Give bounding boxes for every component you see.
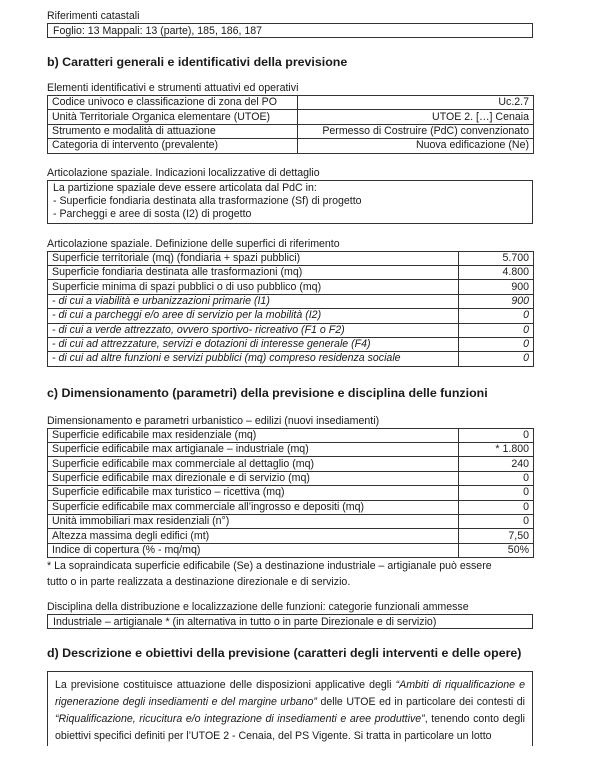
superfici-row xyxy=(48,309,534,323)
dimensionamento-row-label: Altezza massima degli edifici (mt) xyxy=(48,529,459,543)
elementi-row-value: Permesso di Costruire (PdC) convenzionato xyxy=(298,124,534,138)
dimensionamento-row-value: 0 xyxy=(459,428,534,442)
footnote-line: tutto o in parte realizzata a destinazione direzionale e di servizio. xyxy=(47,576,351,589)
dimensionamento-row xyxy=(48,471,534,485)
document-page xyxy=(47,10,533,746)
elementi-row-label: Strumento e modalità di attuazione xyxy=(48,124,298,138)
dimensionamento-row-label: Indice di copertura (% - mq/mq) xyxy=(48,543,459,557)
descrizione-text: La previsione costituisce attuazione delle disposizioni applicative degli xyxy=(55,679,396,692)
descrizione-quote: “Riqualificazione, ricucitura e/o integrazione di insediamenti e aree produttive” xyxy=(55,713,425,726)
descrizione-text: delle UTOE ed in particolare dei contesti di xyxy=(316,696,526,709)
superfici-row-value: 4.800 xyxy=(459,265,534,279)
superfici-row-value: 0 xyxy=(459,323,534,337)
riferimenti-catastali-box: Foglio: 13 Mappali: 13 (parte), 185, 186, 187 xyxy=(47,23,533,38)
articolazione-caption: Articolazione spaziale. Indicazioni localizzative di dettaglio xyxy=(47,166,320,179)
dimensionamento-row xyxy=(48,457,534,471)
dimensionamento-row-value: * 1.800 xyxy=(459,443,534,457)
riferimenti-caption: Riferimenti catastali xyxy=(47,10,140,22)
dimensionamento-row-value: 0 xyxy=(459,471,534,485)
dimensionamento-caption: Dimensionamento e parametri urbanistico – edilizi (nuovi insediamenti) xyxy=(47,414,380,427)
elementi-caption: Elementi identificativi e strumenti attuativi ed operativi xyxy=(47,82,299,94)
articolazione-line: - Parcheggi e aree di sosta (I2) di progetto xyxy=(53,207,252,220)
dimensionamento-row-label: Superficie edificabile max commerciale all’ingrosso e depositi (mq) xyxy=(48,500,459,514)
descrizione-paragraph xyxy=(47,671,533,746)
dimensionamento-row xyxy=(48,486,534,500)
articolazione-line: La partizione spaziale deve essere articolata dal PdC in: xyxy=(53,181,317,194)
dimensionamento-row-value: 7,50 xyxy=(459,529,534,543)
disciplina-box: Industriale – artigianale * (in alternativa in tutto o in parte Direzionale e di servizio) xyxy=(47,614,533,629)
superfici-row xyxy=(48,280,534,294)
dimensionamento-row-label: Superficie edificabile max commerciale al dettaglio (mq) xyxy=(48,457,459,471)
section-b-title: b) Caratteri generali e identificativi della previsione xyxy=(47,55,348,69)
articolazione-line: - Superficie fondiaria destinata alla trasformazione (Sf) di progetto xyxy=(53,194,362,207)
superfici-row-value: 900 xyxy=(459,294,534,308)
superfici-row-value: 5.700 xyxy=(459,251,534,265)
dimensionamento-row xyxy=(48,500,534,514)
superfici-row xyxy=(48,251,534,265)
dimensionamento-row-value: 0 xyxy=(459,515,534,529)
superfici-row-label: - di cui a viabilità e urbanizzazioni primarie (I1) xyxy=(48,294,459,308)
dimensionamento-row-value: 0 xyxy=(459,500,534,514)
dimensionamento-row-value: 0 xyxy=(459,486,534,500)
elementi-row xyxy=(48,124,534,138)
dimensionamento-row xyxy=(48,443,534,457)
superfici-row-label: Superficie minima di spazi pubblici o di uso pubblico (mq) xyxy=(48,280,459,294)
elementi-row-value: Nuova edificazione (Ne) xyxy=(298,139,534,153)
footnote-line: * La sopraindicata superficie edificabile (Se) a destinazione industriale – artigianale può essere xyxy=(47,560,492,573)
superfici-row-label: Superficie fondiaria destinata alle trasformazioni (mq) xyxy=(48,265,459,279)
superfici-row xyxy=(48,265,534,279)
dimensionamento-row-label: Unità immobiliari max residenziali (n°) xyxy=(48,515,459,529)
superfici-row-label: Superficie territoriale (mq) (fondiaria + spazi pubblici) xyxy=(48,251,459,265)
elementi-row xyxy=(48,139,534,153)
elementi-table xyxy=(47,95,534,154)
dimensionamento-row-value: 50% xyxy=(459,543,534,557)
elementi-row-label: Codice univoco e classificazione di zona del PO xyxy=(48,96,298,110)
section-c-title: c) Dimensionamento (parametri) della previsione e disciplina delle funzioni xyxy=(47,385,488,400)
superfici-row-value: 900 xyxy=(459,280,534,294)
dimensionamento-row-label: Superficie edificabile max artigianale – industriale (mq) xyxy=(48,443,459,457)
superfici-caption: Articolazione spaziale. Definizione delle superfici di riferimento xyxy=(47,237,340,250)
superfici-row-label: - di cui a verde attrezzato, ovvero sportivo- ricreativo (F1 o F2) xyxy=(48,323,459,337)
superfici-row-value: 0 xyxy=(459,337,534,351)
superfici-table xyxy=(47,251,534,367)
superfici-row-value: 0 xyxy=(459,309,534,323)
superfici-row xyxy=(48,352,534,366)
descrizione-quote: “Ambiti di riqualificazione e rigenerazione degli insediamenti e del margine urbano” xyxy=(55,679,525,709)
dimensionamento-row-label: Superficie edificabile max direzionale e di servizio (mq) xyxy=(48,471,459,485)
elementi-row-value: UTOE 2. […] Cenaia xyxy=(298,110,534,124)
superfici-row xyxy=(48,323,534,337)
superfici-row-label: - di cui ad attrezzature, servizi e dotazioni di interesse generale (F4) xyxy=(48,337,459,351)
dimensionamento-row-label: Superficie edificabile max turistico – ricettiva (mq) xyxy=(48,486,459,500)
dimensionamento-row xyxy=(48,428,534,442)
superfici-row xyxy=(48,337,534,351)
elementi-row-value: Uc.2.7 xyxy=(298,96,534,110)
dimensionamento-row-label: Superficie edificabile max residenziale (mq) xyxy=(48,428,459,442)
elementi-row-label: Categoria di intervento (prevalente) xyxy=(48,139,298,153)
section-d-title: d) Descrizione e obiettivi della previsione (caratteri degli interventi e delle opere) xyxy=(47,646,522,661)
disciplina-caption: Disciplina della distribuzione e localizzazione delle funzioni: categorie funzionali ammesse xyxy=(47,601,469,614)
articolazione-box xyxy=(47,180,533,224)
dimensionamento-row xyxy=(48,515,534,529)
elementi-row xyxy=(48,96,534,110)
elementi-row xyxy=(48,110,534,124)
elementi-row-label: Unità Territoriale Organica elementare (UTOE) xyxy=(48,110,298,124)
superfici-row xyxy=(48,294,534,308)
descrizione-text: , tenendo conto degli obiettivi specifici definiti per l’UTOE 2 - Cenaia, del PS Vigente. Si tratta in particolare un lotto xyxy=(55,713,525,743)
superfici-row-label: - di cui ad altre funzioni e servizi pubblici (mq) compreso residenza sociale xyxy=(48,352,459,366)
superfici-row-label: - di cui a parcheggi e/o aree di servizio per la mobilità (I2) xyxy=(48,309,459,323)
superfici-row-value: 0 xyxy=(459,352,534,366)
dimensionamento-row-value: 240 xyxy=(459,457,534,471)
dimensionamento-table xyxy=(47,428,534,559)
dimensionamento-row xyxy=(48,529,534,543)
dimensionamento-row xyxy=(48,543,534,557)
